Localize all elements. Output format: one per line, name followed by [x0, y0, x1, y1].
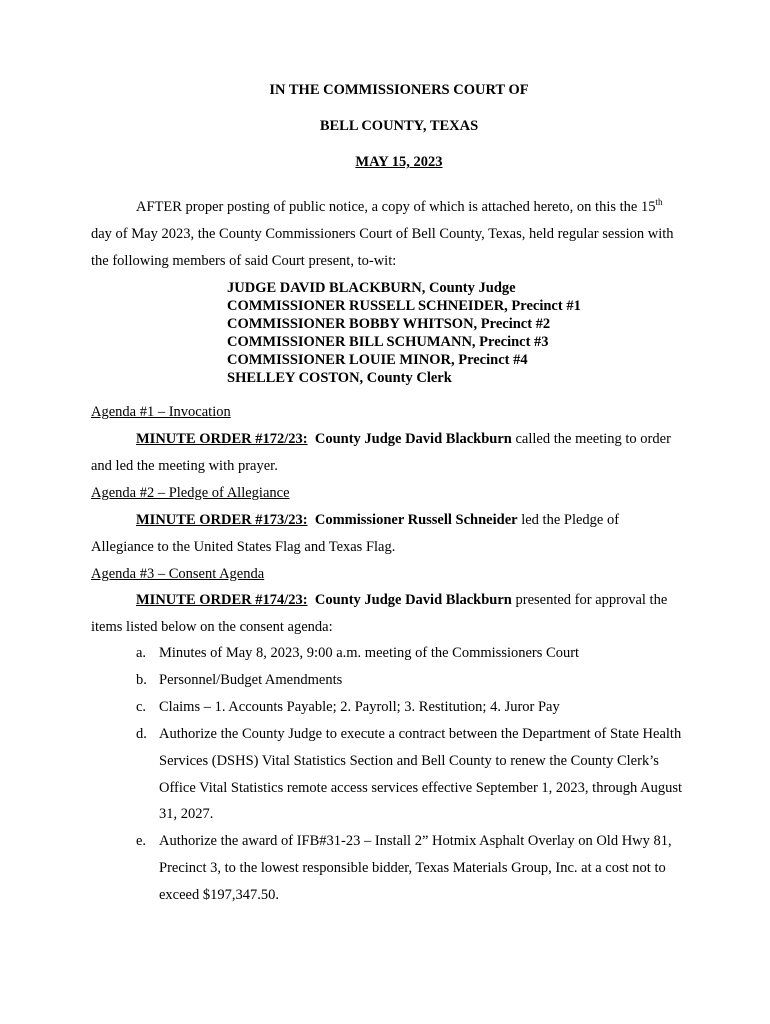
court-heading: IN THE COMMISSIONERS COURT OF: [269, 82, 529, 98]
consent-item-a-letter: a.: [136, 645, 147, 661]
minute-order-173: MINUTE ORDER #173/23: Commissioner Russell Schneider led the Pledge of: [136, 512, 620, 528]
minute-order-172: MINUTE ORDER #172/23: County Judge David Blackburn called the meeting to order: [136, 431, 671, 447]
member-clerk: SHELLEY COSTON, County Clerk: [227, 370, 452, 386]
consent-item-d-line-1: Authorize the County Judge to execute a contract between the Department of State Health: [159, 726, 682, 742]
agenda-2-heading: Agenda #2 – Pledge of Allegiance: [91, 485, 290, 501]
consent-item-b: Personnel/Budget Amendments: [159, 672, 343, 688]
intro-line-1: AFTER proper posting of public notice, a copy of which is attached hereto, on this the 15th: [136, 197, 663, 215]
minute-order-174: MINUTE ORDER #174/23: County Judge David Blackburn presented for approval the: [136, 592, 668, 608]
member-precinct-1: COMMISSIONER RUSSELL SCHNEIDER, Precinct #1: [227, 298, 581, 314]
members-list: [227, 279, 581, 387]
agenda-1-heading: Agenda #1 – Invocation: [91, 404, 231, 420]
member-precinct-2: COMMISSIONER BOBBY WHITSON, Precinct #2: [227, 316, 551, 332]
consent-item-d-line-3: Office Vital Statistics remote access services effective September 1, 2023, through August: [159, 780, 683, 796]
consent-item-e-line-1: Authorize the award of IFB#31-23 – Install 2” Hotmix Asphalt Overlay on Old Hwy 81,: [159, 833, 672, 849]
consent-item-d-line-2: Services (DSHS) Vital Statistics Section and Bell County to renew the County Clerk’s: [159, 753, 659, 769]
consent-item-d-letter: d.: [136, 726, 147, 742]
minute-order-172-cont: and led the meeting with prayer.: [91, 458, 278, 474]
member-judge: JUDGE DAVID BLACKBURN, County Judge: [227, 280, 516, 296]
member-precinct-4: COMMISSIONER LOUIE MINOR, Precinct #4: [227, 352, 528, 368]
meeting-date: MAY 15, 2023: [355, 154, 443, 170]
member-precinct-3: COMMISSIONER BILL SCHUMANN, Precinct #3: [227, 334, 549, 350]
county-heading: BELL COUNTY, TEXAS: [319, 118, 479, 134]
consent-item-b-letter: b.: [136, 672, 147, 688]
intro-line-3: the following members of said Court present, to-wit:: [91, 253, 397, 269]
consent-item-e-line-2: Precinct 3, to the lowest responsible bidder, Texas Materials Group, Inc. at a cost not to: [159, 860, 666, 876]
consent-item-d-line-4: 31, 2027.: [159, 806, 214, 822]
consent-item-c: Claims – 1. Accounts Payable; 2. Payroll; 3. Restitution; 4. Juror Pay: [159, 699, 560, 715]
consent-item-e-letter: e.: [136, 833, 147, 849]
intro-line-2: day of May 2023, the County Commissioners Court of Bell County, Texas, held regular session with: [91, 226, 674, 242]
minute-order-174-cont: items listed below on the consent agenda:: [91, 619, 333, 635]
consent-item-e-line-3: exceed $197,347.50.: [159, 887, 279, 903]
ordinal-suffix: th: [655, 197, 663, 208]
agenda-3-heading: Agenda #3 – Consent Agenda: [91, 566, 265, 582]
consent-item-c-letter: c.: [136, 699, 147, 715]
consent-item-a: Minutes of May 8, 2023, 9:00 a.m. meeting of the Commissioners Court: [159, 645, 580, 661]
minute-order-173-cont: Allegiance to the United States Flag and Texas Flag.: [91, 539, 396, 555]
